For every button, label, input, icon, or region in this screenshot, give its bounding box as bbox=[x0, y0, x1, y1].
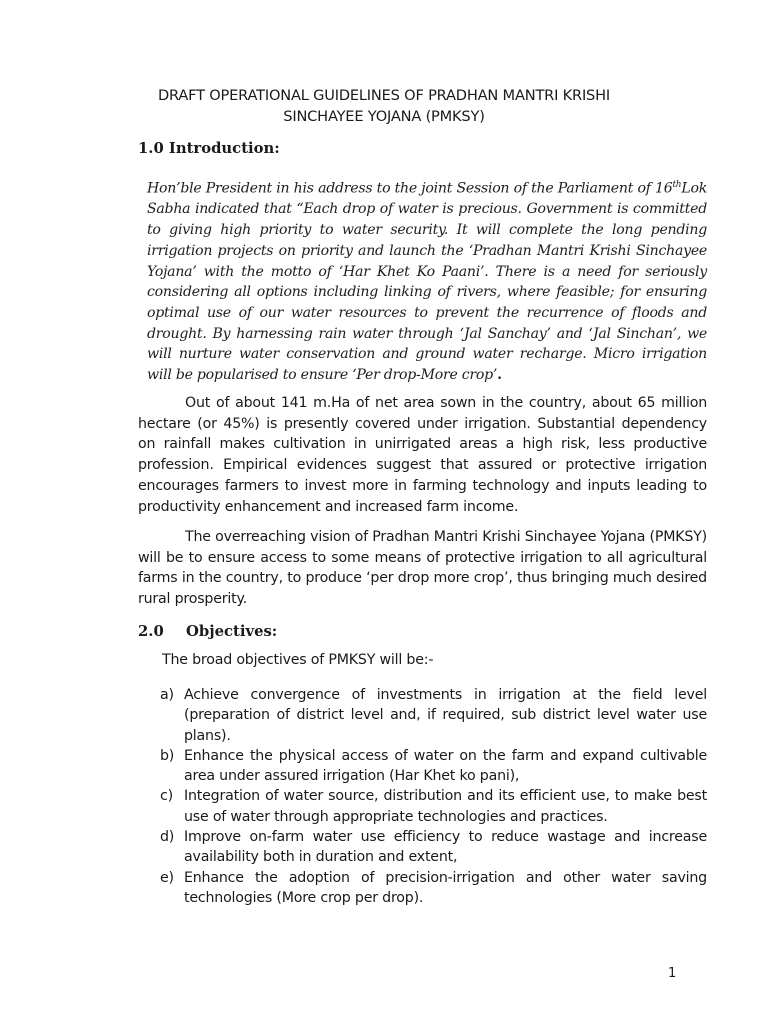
presidential-quote bbox=[147, 175, 707, 386]
paragraph-vision: The overreaching vision of Pradhan Mantri Krishi Sinchayee Yojana (PMKSY) will be to ensure access to some means of protective irrigation to all agricultural farms in the country, to produce ‘per drop more crop’, thus bringing much desired rural prosperity. bbox=[138, 529, 707, 608]
list-item bbox=[160, 685, 707, 746]
list-item-text: Integration of water source, distribution and its efficient use, to make best use of water through appropriate technologies and practices. bbox=[184, 788, 707, 825]
objectives-lead: The broad objectives of PMKSY will be:- bbox=[162, 652, 434, 668]
list-marker: c) bbox=[160, 788, 173, 805]
list-item-text: Improve on-farm water use efficiency to reduce wastage and increase availability both in duration and extent, bbox=[184, 829, 707, 866]
objectives-list bbox=[160, 685, 707, 908]
list-item-text: Enhance the adoption of precision-irrigation and other water saving technologies (More crop per drop). bbox=[184, 869, 707, 906]
list-item bbox=[160, 868, 707, 909]
list-marker: b) bbox=[160, 747, 175, 764]
paragraph-irrigation-coverage: Out of about 141 m.Ha of net area sown in the country, about 65 million hectare (or 45%) is presently covered under irrigation. Substantial dependency on rainfall makes cultivation in unirrigated areas a high risk, less productive profession. Empirical evidences suggest that assured or protective irrigation encourages farmers to invest more in farming technology and inputs leading to productivity enhancement and increased farm income. bbox=[138, 395, 707, 515]
section-2-title: Objectives: bbox=[186, 623, 278, 640]
quote-end-mark: . bbox=[497, 367, 502, 384]
list-marker: e) bbox=[160, 869, 174, 886]
list-marker: d) bbox=[160, 829, 175, 846]
list-item bbox=[160, 746, 707, 787]
page-number: 1 bbox=[668, 966, 677, 981]
list-item-text: Enhance the physical access of water on the farm and expand cultivable area under assured irrigation (Har Khet ko pani), bbox=[184, 747, 707, 785]
title-line-1: DRAFT OPERATIONAL GUIDELINES OF PRADHAN MANTRI KRISHI bbox=[157, 87, 611, 104]
list-marker: a) bbox=[160, 687, 174, 703]
section-2-number: 2.0 bbox=[138, 623, 164, 640]
quote-superscript: th bbox=[672, 180, 682, 190]
list-item bbox=[160, 786, 707, 827]
title-line-2: SINCHAYEE YOJANA (PMKSY) bbox=[283, 107, 485, 125]
list-item-text: Achieve convergence of investments in irrigation at the field level (preparation of district level and, if required, sub district level water use plans). bbox=[184, 687, 707, 744]
list-item bbox=[160, 827, 707, 868]
quote-text-rest: Lok Sabha indicated that “Each drop of water is precious. Government is committed to giving high priority to water security. It will complete the long pending irrigation projects on priority and launch the ‘Pradhan Mantri Krishi Sinchayee Yojana’ with the motto of ‘Har Khet Ko Paani’. There is a need for seriously considering all options including linking of rivers, where feasible; for ensuring optimal use of our water resources to prevent the recurrence of floods and drought. By harnessing rain water through ‘Jal Sanchay’ and ‘Jal Sinchan’, we will nurture water conservation and ground water recharge. Micro irrigation will be popularised to ensure ‘Per drop-More crop’ bbox=[147, 180, 707, 384]
document-title bbox=[120, 86, 648, 127]
section-1-heading: 1.0 Introduction: bbox=[138, 140, 280, 157]
quote-text-start: Hon’ble President in his address to the joint Session of the Parliament of 16 bbox=[147, 180, 673, 197]
